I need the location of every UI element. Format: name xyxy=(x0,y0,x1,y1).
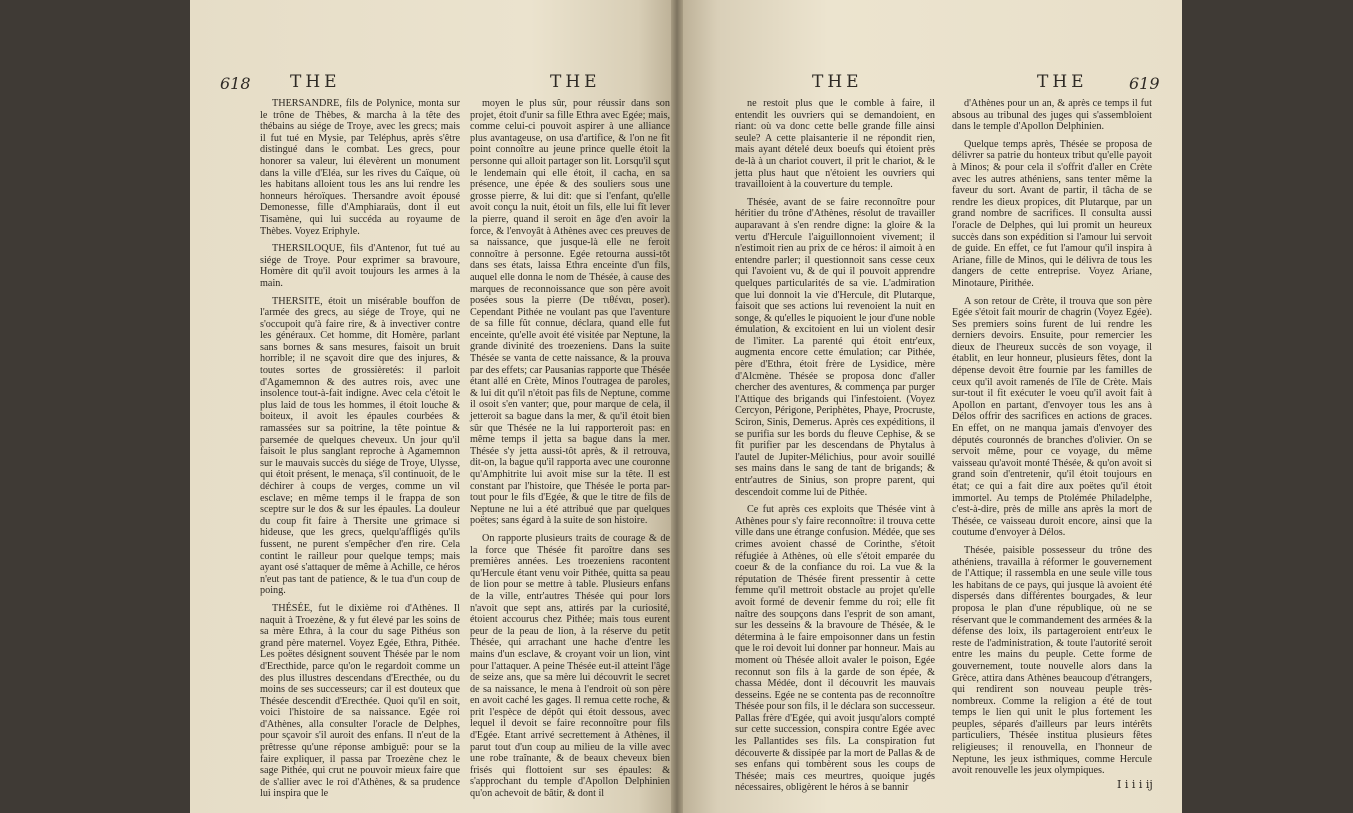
book-gutter xyxy=(671,0,683,813)
signature-mark: I i i i ij xyxy=(1117,778,1153,791)
paragraph: Ce fut après ces exploits que Thésée vint à Athènes pour s'y faire reconnoître: il trouva cette ville dans une étrange confusion. Médée, que ses crimes avoient chassé de Corinthe, s'étoit réfugiée à Athènes, où elle s'étoit emparée du coeur & de la confiance du roi. La vue & la réputation de Thésée firent pressentir à cette femme qu'il mettroit obstacle au projet qu'elle avoit formé de devenir femme du roi; elle fit naître des soupçons dans l'esprit de son amant, sur les desseins & la bravoure de Thésée, & le détermina à le faire empoisonner dans un festin que le roi devoit lui donner par honneur. Mais au moment où Thésée alloit avaler le poison, Egée reconnut son fils à la garde de son épée, & chassa Médée, dont il découvrit les mauvais desseins. Egée ne se contenta pas de reconnoître Thésée pour son fils, il le déclara son successeur. Pallas frère d'Egée, qui avoit jusqu'alors compté sur cette succession, conspira contre Egée avec les Pallantides ses fils. La conspiration fut découverte & dissipée par la mort de Pallas & de ses enfans qui tombèrent sous les coups de Thésée; mais ces meurtres, quoique jugés nécessaires, obligèrent le héros à se bannir xyxy=(735,504,935,794)
page-number-left: 618 xyxy=(220,74,251,93)
left-page xyxy=(190,0,677,813)
paragraph: ne restoit plus que le comble à faire, il entendit les ouvriers qui se demandoient, en riant: où va donc cette belle grande fille ainsi seule? A cette plaisanterie il ne répondit rien, mais ayant dételé deux boeufs qui étoient près de-là à un chariot couvert, il prit le chariot, & le jetta plus haut que n'étoient les ouvriers qui travailloient à la couverture du temple. xyxy=(735,98,935,191)
page-number-right: 619 xyxy=(1129,74,1160,93)
right-column-1 xyxy=(735,98,935,800)
left-column-2 xyxy=(470,98,670,806)
running-head-right-a: THE xyxy=(812,72,863,92)
paragraph: Thésée, avant de se faire reconnoître pour héritier du trône d'Athènes, résolut de travailler auparavant à s'en rendre digne: la gloire & la vertu d'Hercule l'aiguillonnoient vivement; il n'estimoit rien au prix de ce héros: il aimoit à en entendre parler; il questionnoit sans cesse ceux qui l'avoient vu, & de qui il pouvoit apprendre quelques particularités de sa vie. L'admiration que lui donnoit la vie d'Hercule, dit Plutarque, faisoit que ses actions lui revenoient la nuit en songe, & qu'elles le piquoient le jour d'une noble émulation, & excitoient en lui un violent desir de l'imiter. La parenté qui étoit entr'eux, augmenta encore cette émulation; car Pithée, père d'Ethra, étoit frère de Lysidice, mère d'Alcmène. Thésée se proposa donc d'aller chercher des aventures, & commença par purger l'Attique des brigands qui l'infestoient. (Voyez Cercyon, Périgone, Periphètes, Phaye, Procruste, Sciron, Sinis, Demerus. Après ces expéditions, il se purifia sur les bords du fleuve Cephise, & se fit purifier par les descendans de Phytalus à l'autel de Jupiter-Mélichius, pour avoir souillé ses mains dans le sang de tant de brigands; & entr'autres de Sinius, son propre parent, qui descendoit comme lui de Pithée. xyxy=(735,196,935,498)
paragraph: d'Athènes pour un an, & après ce temps il fut absous au tribunal des juges qui s'assembloient dans le temple d'Apollon Delphinien. xyxy=(952,98,1152,133)
right-page xyxy=(677,0,1182,813)
running-head-left-b: THE xyxy=(550,72,601,92)
right-column-2 xyxy=(952,98,1152,783)
paragraph: Thésée, paisible possesseur du trône des athéniens, travailla à réformer le gouvernement de l'Attique; il rassembla en une seule ville tous les habitans de ce pays, qui jusque là avoient été dispersés dans différentes bourgades, & leur proposa le plan d'une république, où ne se réservant que le commandement des armées & la défense des loix, ils partageroient entr'eux le reste de l'administration, & toute l'autorité seroit entre les mains du peuple. Cette forme de gouvernement, toute nouvelle alors dans la Grèce, attira dans Athènes beaucoup d'étrangers, qui rendirent son nouveau peuple très-nombreux. Comme la religion a été de tout temps le lien qui unit le plus fortement les peuples, séparés d'ailleurs par leurs intérêts particuliers, Thésée institua plusieurs fêtes religieuses; il renouvella, en l'honneur de Neptune, les jeux isthmiques, comme Hercule avoit renouvelle les jeux olympiques. xyxy=(952,544,1152,777)
paragraph: Quelque temps après, Thésée se proposa de délivrer sa patrie du honteux tribut qu'elle payoit à Minos; & pour cela il s'offrit d'aller en Crète avec les autres athéniens, sans tenter même la faveur du sort. Avant de partir, il tâcha de se rendre les dieux propices, dit Plutarque, par un grand nombre de sacrifices. Il consulta aussi l'oracle de Delphes, qui lui promit un heureux succès dans son expédition si l'amour lui servoit de guide. En effet, ce fut l'amour qu'il inspira à Ariane, fille de Minos, qui le délivra de tous les dangers de cette entreprise. Voyez Ariane, Minotaure, Pirithée. xyxy=(952,138,1152,289)
paragraph: moyen le plus sûr, pour réussir dans son projet, étoit d'unir sa fille Ethra avec Egée; mais, comme celui-ci pouvoit aspirer à une alliance plus avantageuse, on usa d'artifice, & l'on ne fit point connoître au jeune prince quelle étoit la personne qui alloit partager son lit. Lorsqu'il sçut le lendemain qui elle étoit, il cacha, en sa présence, une épée & des souliers sous une grosse pierre, & lui dit: que si l'enfant, qu'elle avoit conçu la nuit, étoit un fils, elle lui fît lever la pierre, quand il seroit en âge d'en avoir la force, & l'envoyât à Athènes avec ces preuves de sa naissance, que jusque-là elle ne feroit connoître à personne. Egée retourna aussi-tôt dans ses états, laissa Ethra enceinte d'un fils, auquel elle donna le nom de Thésée, à cause des marques de reconnoissance que son père avoit posées sous la pierre (De τιθέναι, poser). Cependant Pithée ne voulant pas que l'aventure de sa fille fût connue, déclara, quand elle fut enceinte, qu'elle avoit été visitée par Neptune, la grande divinité des troezeniens. Dans la suite Thésée se vanta de cette naissance, & la prouva par des effets; car Pausanias rapporte que Thésée étant allé en Crète, Minos l'outragea de paroles, & lui dit qu'il n'étoit pas fils de Neptune, comme il osoit s'en vanter; que, pour marque de cela, il jetteroit sa bague dans la mer, & qu'il étoit bien sûr que Thésée ne la lui rapporteroit pas: en même temps il jetta sa bague dans la mer. Thésée s'y jetta aussi-tôt après, & il retrouva, dit-on, la bague qu'il rapporta avec une couronne qu'Amphitrite lui avoit mise sur la tête. Il est constant par l'histoire, que Thésée le porta par-tout pour le fils d'Egée, & que le titre de fils de Neptune ne lui a été attribué que par quelques poëtes; sans égard à la suite de son histoire. xyxy=(470,98,670,527)
running-head-right-b: THE xyxy=(1037,72,1088,92)
paragraph: THERSITE, étoit un misérable bouffon de l'armée des grecs, au siége de Troye, qui ne s'occupoit qu'à faire rire, & à invectiver contre les généraux. Cet homme, dit Homère, parlant sans bornes & sans mesures, faisoit un bruit horrible; il ne sçavoit dire que des injures, & toutes sortes de grossièretés: il parloit d'Agamemnon & des autres rois, avec une insolence tout-à-fait indigne. Avec cela c'étoit le plus laid de tous les hommes, il étoit louche & boiteux, il avoit les épaules courbées & ramassées sur sa poitrine, la tête pointue & parsemée de quelques cheveux. Un jour qu'il faisoit le plus sanglant reproche à Agamemnon sur le mauvais succès du siége de Troye, Ulysse, qui étoit présent, le menaça, s'il continuoit, de le déchirer à coups de verges, comme un vil esclave; en même temps il le frappa de son sceptre sur le dos & sur les épaules. La douleur du coup fit faire à Thersite une grimace si hideuse, que les grecs, quelqu'affligés qu'ils fussent, ne purent s'empêcher d'en rire. Cela contint le railleur pour quelque temps; mais ayant osé s'attaquer de même à Achille, ce héros n'eut pas tant de patience, & le tua d'un coup de poing. xyxy=(260,295,460,597)
paragraph: A son retour de Crète, il trouva que son père Egée s'étoit fait mourir de chagrin (Voyez Egée). Ses premiers soins furent de lui rendre les derniers devoirs. Ensuite, pour remercier les dieux de l'heureux succès de son voyage, il établit, en leur honneur, plusieurs fêtes, dont la dépense devoit être fournie par les familles de ceux qu'il avoit ramenés de l'île de Crète. Mais sur-tout il fit exécuter le voeu qu'il avoit fait à Apollon en partant, d'envoyer tous les ans à Délos offrir des sacrifices en actions de graces. En effet, on ne manqua jamais d'envoyer des députés couronnés de branches d'olivier. On se servoit même, pour ce voyage, du même vaisseau qu'avoit monté Thésée, & qu'on avoit si grand soin d'entretenir, qu'il étoit toujours en état; ce qui a fait dire aux poëtes qu'il étoit immortel. Au temps de Ptolémée Philadelphe, c'est-à-dire, près de mille ans après la mort de Thésée, ce vaisseau duroit encore, ainsi que la coutume d'envoyer à Délos. xyxy=(952,295,1152,539)
paragraph: THÉSÉE, fut le dixième roi d'Athènes. Il naquit à Troezène, & y fut élevé par les soins de sa mère Ethra, à la cour du sage Pithéus son grand père maternel. Voyez Egée, Ethra, Pithée. Les poëtes désignent souvent Thésée par le nom d'Erecthide, parce qu'on le regardoit comme un des plus illustres descendans d'Erecthée, ou du moins de ses successeurs; car il est douteux que Thésée descendit d'Erecthée. Quoi qu'il en soit, voici l'histoire de sa naissance. Egée roi d'Athènes, alla consulter l'oracle de Delphes, pour sçavoir s'il auroit des enfans. Il n'eut de la prêtresse qu'une réponse ambiguë: pour se la faire expliquer, il passa par Troezène chez le sage Pithée, qui crut ne pouvoir mieux faire que de s'allier avec le roi d'Athènes, & sa prudence lui inspira que le xyxy=(260,602,460,800)
paragraph: On rapporte plusieurs traits de courage & de la force que Thésée fit paroître dans ses premières années. Les troezeniens racontent qu'Hercule étant venu voir Pithée, quitta sa peau de lion pour se mettre à table. Plusieurs enfans de la ville, entr'autres Thésée qui pour lors n'avoit que sept ans, attirés par la curiosité, étoient accourus chez Pithée; mais tous eurent peur de la peau de lion, à la réserve du petit Thésée, qui arrachant une hache d'entre les mains d'un esclave, & croyant voir un lion, vint pour l'attaquer. A peine Thésée eut-il atteint l'âge de seize ans, que sa mère lui découvrit le secret de sa naissance, le mena à l'endroit où son père en avoit caché les gages. Il remua cette roche, & prit l'espèce de dépôt qui étoit dessous, avec lequel il devoit se faire reconnoître pour fils d'Egée. Etant arrivé secrettement à Athènes, il parut tout d'un coup au milieu de la ville avec une robe traînante, & de beaux cheveux bien frisés qui flottoient sur ses épaules: & s'approchant du temple d'Apollon Delphinien qu'on achevoit de bâtir, & dont il xyxy=(470,532,670,800)
paragraph: THERSILOQUE, fils d'Antenor, fut tué au siége de Troye. Pour exprimer sa bravoure, Homère dit qu'il avoit toujours les armes à la main. xyxy=(260,243,460,289)
left-column-1 xyxy=(260,98,460,806)
paragraph: THERSANDRE, fils de Polynice, monta sur le trône de Thèbes, & marcha à la tête des thébains au siége de Troye, avec les grecs; mais il fut tué en Mysie, par Teléphus, après s'être distingué dans le combat. Les grecs, pour honorer sa valeur, lui élevèrent un monument dans la ville d'Eléa, sur les rives du Caïque, où les habitans alloient tous les ans lui rendre les honneurs héroïques. Thersandre avoit épousé Demonesse, fille d'Amphiaraüs, dont il eut Tisamène, qui lui succéda au royaume de Thèbes. Voyez Eriphyle. xyxy=(260,98,460,237)
running-head-left-a: THE xyxy=(290,72,341,92)
